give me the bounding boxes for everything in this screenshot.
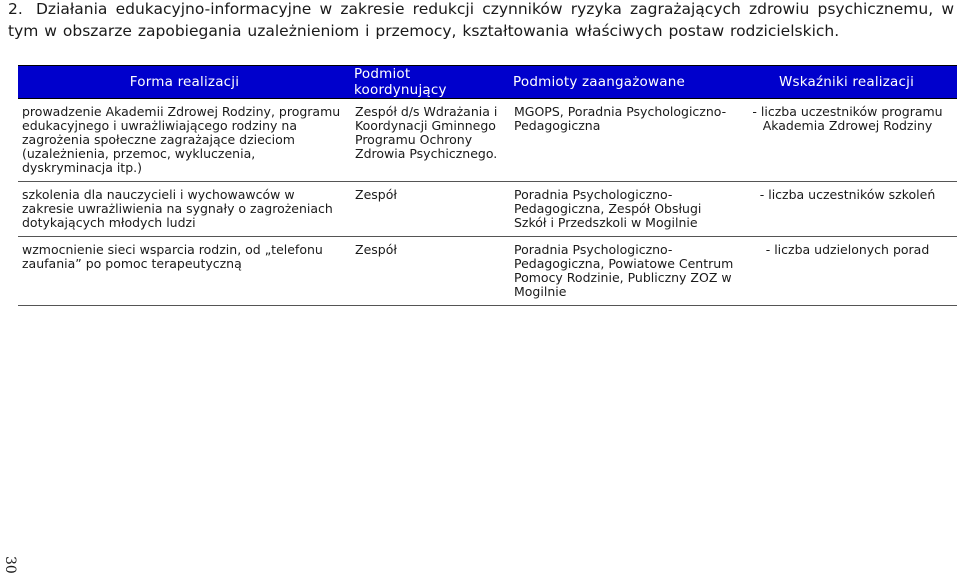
section-number: 2. xyxy=(8,0,23,18)
section-heading xyxy=(8,0,954,42)
cell-koordynator: Zespół xyxy=(351,182,510,237)
cell-wskazniki: - liczba uczestników szkoleń xyxy=(736,182,957,237)
page-number: 30 xyxy=(2,556,18,574)
header-wskazniki-realizacji: Wskaźniki realizacji xyxy=(736,66,957,99)
table-header-row xyxy=(18,66,957,99)
activities-table xyxy=(18,65,957,306)
cell-koordynator: Zespół xyxy=(351,237,510,306)
cell-zaangazowane: MGOPS, Poradnia Psychologiczno-Pedagogiczna xyxy=(510,99,736,182)
cell-koordynator: Zespół d/s Wdrażania i Koordynacji Gminnego Programu Ochrony Zdrowia Psychicznego. xyxy=(351,99,510,182)
header-podmioty-zaangazowane: Podmioty zaangażowane xyxy=(510,66,736,99)
cell-forma: prowadzenie Akademii Zdrowej Rodziny, programu edukacyjnego i uwrażliwiającego rodziny na zagrożenia społeczne zagrażające dzieciom (uzależnienia, przemoc, wykluczenia, dyskryminacja itp.) xyxy=(18,99,351,182)
table-row xyxy=(18,99,957,182)
cell-wskazniki: - liczba udzielonych porad xyxy=(736,237,957,306)
cell-forma: wzmocnienie sieci wsparcia rodzin, od „telefonu zaufania” po pomoc terapeutyczną xyxy=(18,237,351,306)
header-forma-realizacji: Forma realizacji xyxy=(18,66,351,99)
table-row xyxy=(18,237,957,306)
header-podmiot-koordynujacy: Podmiot koordynujący xyxy=(351,66,510,99)
cell-wskazniki: - liczba uczestników programu Akademia Zdrowej Rodziny xyxy=(736,99,957,182)
cell-zaangazowane: Poradnia Psychologiczno-Pedagogiczna, Zespół Obsługi Szkół i Przedszkoli w Mogilnie xyxy=(510,182,736,237)
table-row xyxy=(18,182,957,237)
cell-forma: szkolenia dla nauczycieli i wychowawców w zakresie uwrażliwienia na sygnały o zagrożeniach dotykających młodych ludzi xyxy=(18,182,351,237)
cell-zaangazowane: Poradnia Psychologiczno-Pedagogiczna, Powiatowe Centrum Pomocy Rodzinie, Publiczny ZOZ w Mogilnie xyxy=(510,237,736,306)
section-text: Działania edukacyjno-informacyjne w zakresie redukcji czynników ryzyka zagrażających zdrowiu psychicznemu, w tym w obszarze zapobiegania uzależnieniom i przemocy, kształtowania właściwych postaw rodzicielskich. xyxy=(8,0,954,40)
